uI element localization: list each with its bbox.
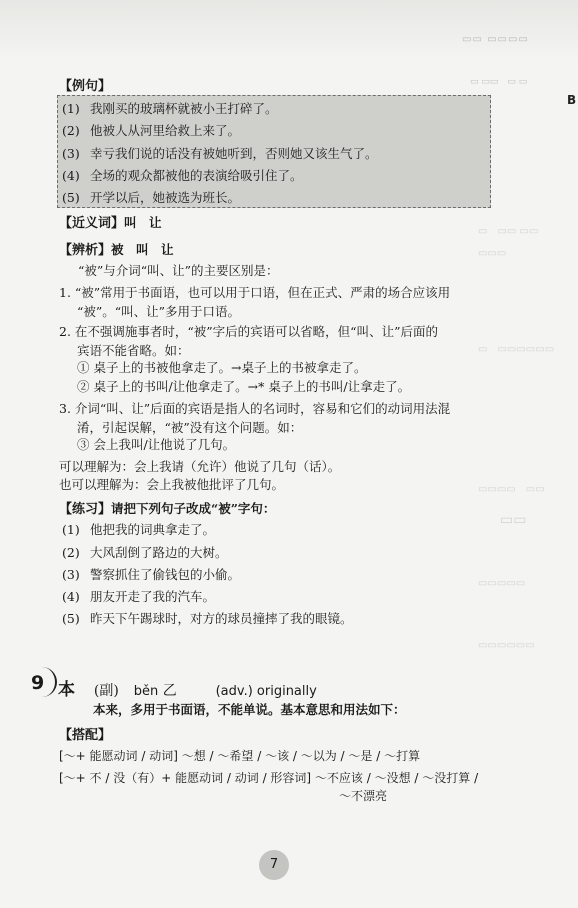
exercise-num: (4) xyxy=(62,589,80,604)
analysis-rule-line: “被”。“叫、让”多用于口语。 xyxy=(77,304,241,319)
bleed-through-text: ▭ ▭▭ ▭▭ xyxy=(478,226,539,237)
entry-pos: (副) xyxy=(93,683,119,699)
analysis-heading: 【辨析】 xyxy=(59,243,112,258)
example-item xyxy=(62,144,378,162)
entry-headline xyxy=(58,675,317,700)
analysis-example-line: ① 桌子上的书被他拿走了。→桌子上的书被拿走了。 xyxy=(77,360,367,375)
entry-english: (adv.) originally xyxy=(215,684,317,699)
exercise-row xyxy=(59,498,275,517)
example-text: 他被人从河里给救上来了。 xyxy=(90,123,241,138)
example-text: 开学以后，她被选为班长。 xyxy=(90,190,241,205)
example-item xyxy=(62,99,278,117)
exercise-num: (5) xyxy=(62,611,80,626)
example-heading: 【例句】 xyxy=(59,79,112,94)
page-shadow xyxy=(0,0,578,60)
analysis-words: 被 叫 让 xyxy=(111,242,174,257)
analysis-note: 也可以理解为：会上我被他批评了几句。 xyxy=(59,477,285,492)
edge-index-letter: B xyxy=(567,93,577,107)
exercise-num: (1) xyxy=(62,522,80,537)
synonym-heading: 【近义词】 xyxy=(59,216,125,231)
analysis-example-line: ② 桌子上的书叫/让他拿走了。→* 桌子上的书叫/让拿走了。 xyxy=(77,379,411,394)
exercise-item xyxy=(62,520,215,538)
exercise-num: (3) xyxy=(62,567,80,582)
collocation-line: [～+ 不 / 没（有）+ 能愿动词 / 动词 / 形容词] ～不应该 / ～没想 / ～没打算 / xyxy=(59,771,479,785)
bleed-through-text: ▭▭▭▭▭ xyxy=(478,578,526,589)
example-text: 全场的观众都被他的表演给吸引住了。 xyxy=(90,168,303,183)
entry-pinyin: běn xyxy=(133,684,159,699)
entry-number: 9 xyxy=(31,672,45,694)
bleed-through-text: ▭ ▭▭▭▭▭▭ xyxy=(478,344,555,355)
bleed-through-text: ▭ ▭▭ ▭ ▭ xyxy=(470,77,528,87)
example-item xyxy=(62,166,303,184)
bleed-through-text: ▭▭▭ xyxy=(478,248,507,259)
synonym-row xyxy=(59,212,162,231)
analysis-rule-line: 2. 在不强调施事者时，“被”字后的宾语可以省略，但“叫、让”后面的 xyxy=(59,324,438,339)
analysis-example-line: ③ 会上我叫/让他说了几句。 xyxy=(77,437,236,452)
exercise-item xyxy=(62,565,240,583)
example-num: (2) xyxy=(62,123,80,138)
analysis-rule-line: 宾语不能省略。如： xyxy=(77,343,190,358)
exercise-num: (2) xyxy=(62,545,80,560)
analysis-rule-line: 3. 介词“叫、让”后面的宾语是指人的名词时，容易和它们的动词用法混 xyxy=(59,401,451,416)
entry-headword: 本 xyxy=(58,680,75,700)
collocation-line: [～+ 能愿动词 / 动词] ～想 / ～希望 / ～该 / ～以为 / ～是 / ～打算 xyxy=(59,749,421,763)
example-item xyxy=(62,121,240,139)
bleed-through-text: ▭▭ ▭▭▭▭ xyxy=(462,34,529,45)
exercise-item xyxy=(62,543,228,561)
example-text: 幸亏我们说的话没有被她听到，否则她又该生气了。 xyxy=(90,146,378,161)
exercise-text: 他把我的词典拿走了。 xyxy=(90,522,216,537)
exercise-item xyxy=(62,609,353,627)
example-num: (4) xyxy=(62,168,80,183)
entry-level: 乙 xyxy=(162,683,177,699)
bleed-through-text: ▭▭ xyxy=(500,512,527,528)
analysis-rule-line: 1. “被”常用于书面语，也可以用于口语，但在正式、严肃的场合应该用 xyxy=(59,285,451,300)
exercise-heading: 【练习】 xyxy=(59,502,112,517)
analysis-row xyxy=(59,239,174,258)
example-text: 我刚买的玻璃杯就被小王打碎了。 xyxy=(90,101,278,116)
exercise-text: 大风刮倒了路边的大树。 xyxy=(90,545,228,560)
synonym-words: 叫 让 xyxy=(124,215,162,230)
example-num: (3) xyxy=(62,146,80,161)
analysis-note: 可以理解为：会上我请（允许）他说了几句（话）。 xyxy=(59,459,341,474)
exercise-item xyxy=(62,587,215,605)
example-num: (1) xyxy=(62,101,80,116)
exercise-instruction: 请把下列句子改成“被”字句： xyxy=(111,501,276,516)
page-number: 7 xyxy=(259,850,289,880)
example-item xyxy=(62,188,240,206)
analysis-rule-line: 淆，引起误解，“被”没有这个问题。如： xyxy=(77,420,303,435)
exercise-text: 朋友开走了我的汽车。 xyxy=(90,589,216,604)
entry-description: 本来，多用于书面语，不能单说。基本意思和用法如下： xyxy=(93,702,406,717)
exercise-text: 警察抓住了偷钱包的小偷。 xyxy=(90,567,241,582)
collocation-line: ～不漂亮 xyxy=(339,789,388,803)
example-num: (5) xyxy=(62,190,80,205)
exercise-text: 昨天下午踢球时，对方的球员撞摔了我的眼镜。 xyxy=(90,611,353,626)
bleed-through-text: ▭▭▭▭ ▭▭ xyxy=(478,484,545,495)
analysis-intro: “被”与介词“叫、让”的主要区别是： xyxy=(78,263,279,278)
bleed-through-text: ▭▭▭▭▭▭ xyxy=(478,640,535,651)
collocation-heading: 【搭配】 xyxy=(59,728,112,743)
